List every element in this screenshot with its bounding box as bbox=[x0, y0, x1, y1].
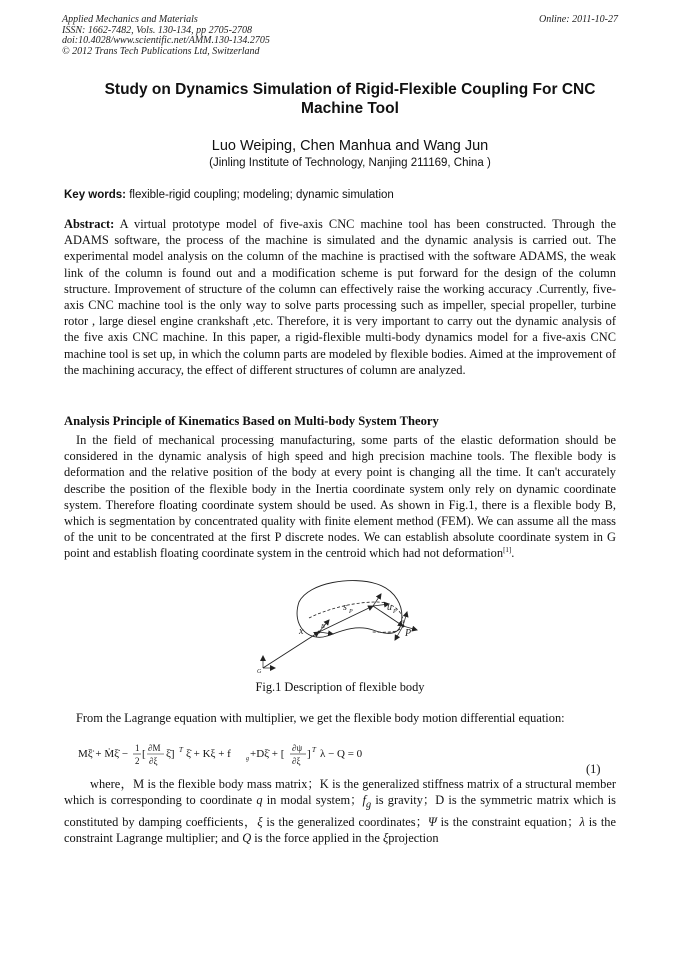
eq-term-1: Mξ̈ + Ṁξ̇ − bbox=[78, 748, 129, 760]
label-u: u bbox=[387, 602, 392, 613]
eq-bracket-open: [ bbox=[142, 748, 146, 760]
issn-line: ISSN: 1662-7482, Vols. 130-134, pp 2705-2708 bbox=[62, 24, 252, 36]
centroid-point bbox=[318, 631, 321, 634]
paragraph-1-text: In the field of mechanical processing manufacturing, some parts of the elastic deformation should be considered in the dynamic analysis of high speed and high precision machine tools. The flexible body is deformation and the relative position of the body at every point is changing all the time. It can't accurately describe the position of the flexible body in the Inertia coordinate system only rely on dynamic coordinate system. Therefore floating coordinate system should be used. As shown in Fig.1, there is a flexible body B, which is segmentation by concentrated quality with finite element method (FEM). We can assume all the mass of the unit to be concentrated at the first P discrete nodes. We can establish absolute coordinate system in G point and establish floating coordinate system in the centroid which had not deformation bbox=[64, 433, 616, 561]
section-heading: Analysis Principle of Kinematics Based on Multi-body System Theory bbox=[64, 414, 439, 428]
paragraph-3 bbox=[64, 776, 616, 846]
eq-tail: λ − Q = 0 bbox=[320, 748, 363, 760]
eq-half-num: 1 bbox=[135, 743, 140, 753]
p3-s5: is the constraint equation； bbox=[436, 814, 580, 829]
equation-1 bbox=[78, 741, 478, 767]
p3-Q: Q bbox=[242, 831, 252, 846]
p3-psi: Ψ bbox=[427, 814, 437, 829]
p3-s8: projection bbox=[388, 831, 439, 846]
label-P: P bbox=[405, 628, 412, 639]
label-G: G bbox=[257, 669, 262, 675]
label-s-sub: P bbox=[349, 609, 353, 615]
eq-bracket-close: ] bbox=[307, 748, 311, 760]
eq-T1: T bbox=[179, 746, 183, 754]
eq-half-den: 2 bbox=[135, 756, 140, 766]
p3-fg-sub: g bbox=[365, 799, 372, 811]
label-s: s bbox=[343, 602, 347, 613]
copyright-line: © 2012 Trans Tech Publications Ltd, Switzerland bbox=[62, 45, 260, 57]
figure-caption: Fig.1 Description of flexible body bbox=[255, 680, 425, 694]
eq-dM-num: ∂M bbox=[148, 743, 161, 753]
eq-mid-2: ξ̇ + Kξ + f bbox=[186, 748, 231, 760]
global-frame-arrows bbox=[263, 656, 275, 668]
p3-s4: is the generalized coordinates； bbox=[262, 814, 428, 829]
p3-s6: is the constraint Lagrange multiplier; and bbox=[64, 814, 616, 846]
abstract-text: A virtual prototype model of five-axis CNC machine tool has been constructed. Through the ADAMS software, the process of the machine is simulated and the dynamic analysis is carried out. The experimental model analysis on the column of the machine is practised with the software ADAMS, the weak link of the column is found out and a modification scheme is put forward for the design of the column structure. Improvement of structure of the column can effectively raise the working accuracy .Currently, five-axis CNC machine tool is the only way to solve parts processing such as impeller, special propeller, turbine rotor , large diesel engine crankshaft ,etc. Therefore, it is very important to carry out the dynamic analysis of the five axis CNC machine. In this paper, a rigid-flexible multi-body dynamics model for a five-axis CNC machine tool is set up, in which the column parts are modeled by flexible bodies. Aimed at the improvement of the machining accuracy, the effect of different structures of column are analyzed. bbox=[64, 217, 616, 377]
position-vector-x bbox=[263, 632, 319, 668]
node-point bbox=[402, 625, 405, 628]
keywords-label: Key words: bbox=[64, 189, 126, 201]
p3-fg: f bbox=[362, 793, 366, 808]
p3-s1: where，M is the flexible body mass matrix；K is the generalized stiffness matrix of a structural member which is corresponding to coordinate bbox=[64, 777, 616, 808]
eq-dpsi-den: ∂ξ bbox=[292, 756, 301, 766]
p3-q: q bbox=[256, 793, 263, 808]
eq-mid-3: +Dξ̇ + [ bbox=[250, 748, 285, 760]
label-B: B bbox=[321, 624, 325, 630]
abstract bbox=[64, 216, 616, 378]
journal-name: Applied Mechanics and Materials bbox=[62, 14, 198, 25]
abstract-label: Abstract: bbox=[64, 217, 115, 231]
eq-mid-1: ξ̇] bbox=[166, 748, 175, 760]
label-u-sub: P bbox=[393, 609, 397, 615]
paragraph-1-end: . bbox=[511, 546, 515, 561]
p3-s2: in modal system； bbox=[262, 793, 363, 808]
online-date: Online: 2011-10-27 bbox=[539, 14, 618, 25]
keywords-text: flexible-rigid coupling; modeling; dynamic simulation bbox=[126, 189, 394, 201]
p3-lambda: λ bbox=[579, 814, 585, 829]
p3-xi2: ξ bbox=[382, 831, 389, 846]
equation-number: (1) bbox=[586, 762, 601, 776]
authors: Luo Weiping, Chen Manhua and Wang Jun bbox=[211, 138, 489, 154]
journal-header bbox=[62, 15, 618, 57]
p3-s7: is the force applied in the bbox=[251, 831, 383, 846]
keywords bbox=[64, 188, 616, 202]
citation: [1] bbox=[503, 546, 512, 555]
p3-xi: ξ bbox=[257, 814, 263, 829]
label-x: x bbox=[299, 626, 304, 637]
paragraph-1 bbox=[64, 432, 616, 562]
eq-g-sub: g bbox=[246, 756, 249, 762]
eq-dM-den: ∂ξ bbox=[149, 756, 158, 766]
doi-line: doi:10.4028/www.scientific.net/AMM.130-134.2705 bbox=[62, 35, 270, 46]
eq-dpsi-num: ∂ψ bbox=[292, 743, 303, 753]
figure-flexible-body bbox=[255, 572, 435, 676]
affiliation: (Jinling Institute of Technology, Nanjing 211169, China ) bbox=[209, 157, 491, 169]
eq-T2: T bbox=[312, 746, 316, 754]
paper-title: Study on Dynamics Simulation of Rigid-Flexible Coupling For CNC Machine Tool bbox=[104, 81, 596, 117]
p3-s3: is gravity；D is the symmetric matrix which is constituted by damping coefficients， bbox=[64, 793, 616, 829]
paragraph-2: From the Lagrange equation with multiplier, we get the flexible body motion differential equation: bbox=[76, 711, 565, 725]
